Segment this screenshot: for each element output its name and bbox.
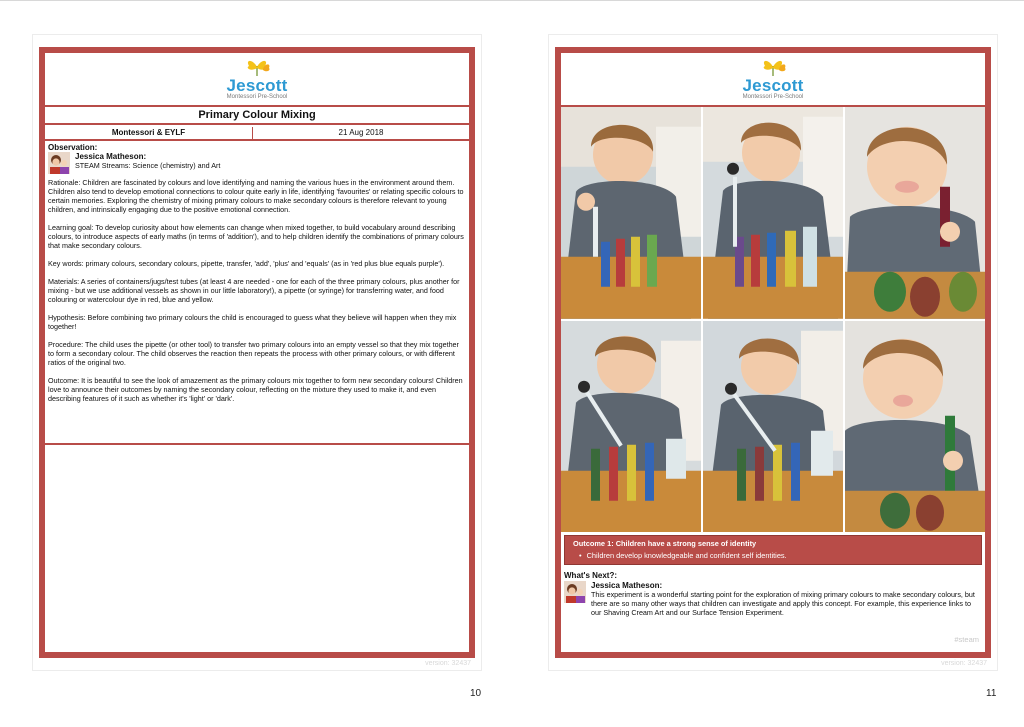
photo-pipette-blue [561,107,701,319]
page-frame [555,47,991,658]
page-title: Primary Colour Mixing [45,105,469,125]
whats-next-text: This experiment is a wonderful starting point for the exploration of mixing primary colours to make secondary colours, but there are so many other ways that children can investigate and apply this concept. For example, this experience links to our Shaving Cream Art and our Surface Tension Experiment. [591,590,975,617]
outcome-title: Outcome 1: Children have a strong sense of identity [573,539,757,548]
rationale-paragraph: Rationale: Children are fascinated by colours and love identifying and naming the various hues in the environment around them. Children also tend to develop emotional connections to colour quite early in life, identifying 'favourites' or relating specific colours to certain memories. Exploring the chemistry of mixing primary colours to make secondary colours is therefore relevant to young children, and intrinsically engaging due to the positive emotional connection. [48,178,464,214]
learning-goal-paragraph: Learning goal: To develop curiosity about how elements can change when mixed together, to build vocabulary around describing colours, to introduce aspects of early maths (in terms of 'addition'), and to help children identify the combinations of primary colours that make secondary colours. [48,223,464,250]
outcome-paragraph: Outcome: It is beautiful to see the look of amazement as the primary colours mix together to form new secondary colours! Children love to announce their outcomes by naming the secondary colour, reflecting on the mixture they used to make it, and even describing features of it such as whether it's 'light' or 'dark'. [48,376,463,403]
logo-name: Jescott [226,76,288,95]
logo-subtitle: Montessori Pre-School [226,94,288,100]
author-name: Jessica Matheson: [591,581,663,590]
framework-label: Montessori & EYLF [45,127,253,139]
author-avatar [48,152,70,174]
photo-pipette-green [561,321,701,533]
procedure-paragraph: Procedure: The child uses the pipette (or other tool) to transfer two primary colours into an empty vessel so that they mix together to form a secondary colour. The child observes the reaction then repeats the process with other primary colours, or with different ratios of the original two. [48,340,459,367]
meta-row [45,127,469,141]
whats-next-section [564,571,982,621]
whats-next-heading: What's Next?: [564,571,618,580]
logo-subtitle: Montessori Pre-School [742,94,804,100]
author-block [564,581,982,617]
page-number-right: 11 [986,688,997,699]
butterfly-logo-icon [753,57,793,77]
author-name: Jessica Matheson: [75,152,147,161]
content-divider [45,443,469,445]
author-avatar [564,581,586,603]
materials-paragraph: Materials: A series of containers/jugs/test tubes (at least 4 are needed - one for each of the three primary colours, plus another for mixing - but we use additional vessels as shown in our little laboratory!), a pipette (or syringe) for transferring water, and food colouring or watercolour dye in red, blue and yellow. [48,277,460,304]
page-10 [32,34,482,671]
steam-tag: #steam [954,635,979,644]
observation-content [48,143,466,412]
photo-pipette-red [703,107,843,319]
date-label: 21 Aug 2018 [338,128,384,137]
butterfly-logo-icon [237,57,277,77]
school-logo [45,57,469,105]
school-logo [561,57,985,105]
key-words-paragraph: Key words: primary colours, secondary colours, pipette, transfer, 'add', 'plus' and 'equals' (as in 'red plus blue equals purple'). [48,259,445,268]
page-11 [548,34,998,671]
logo-name: Jescott [742,76,804,95]
observation-heading: Observation: [48,143,98,152]
version-label: version: 32437 [941,660,987,667]
steam-streams: STEAM Streams: Science (chemistry) and Art [75,161,221,170]
photo-closeup-green-tube [845,321,985,533]
version-label: version: 32437 [425,660,471,667]
top-divider [0,0,1024,1]
photo-pipette-yellow [703,321,843,533]
photo-grid [561,107,985,532]
outcome-box [564,535,982,565]
page-frame [39,47,475,658]
hypothesis-paragraph: Hypothesis: Before combining two primary colours the child is encouraged to guess what they believe will happen when they mix together! [48,313,457,331]
outcome-item: • Children develop knowledgeable and confident self identities. [573,551,973,560]
photo-closeup-smile [845,107,985,319]
author-block [48,152,466,174]
page-number-left: 10 [470,688,482,699]
